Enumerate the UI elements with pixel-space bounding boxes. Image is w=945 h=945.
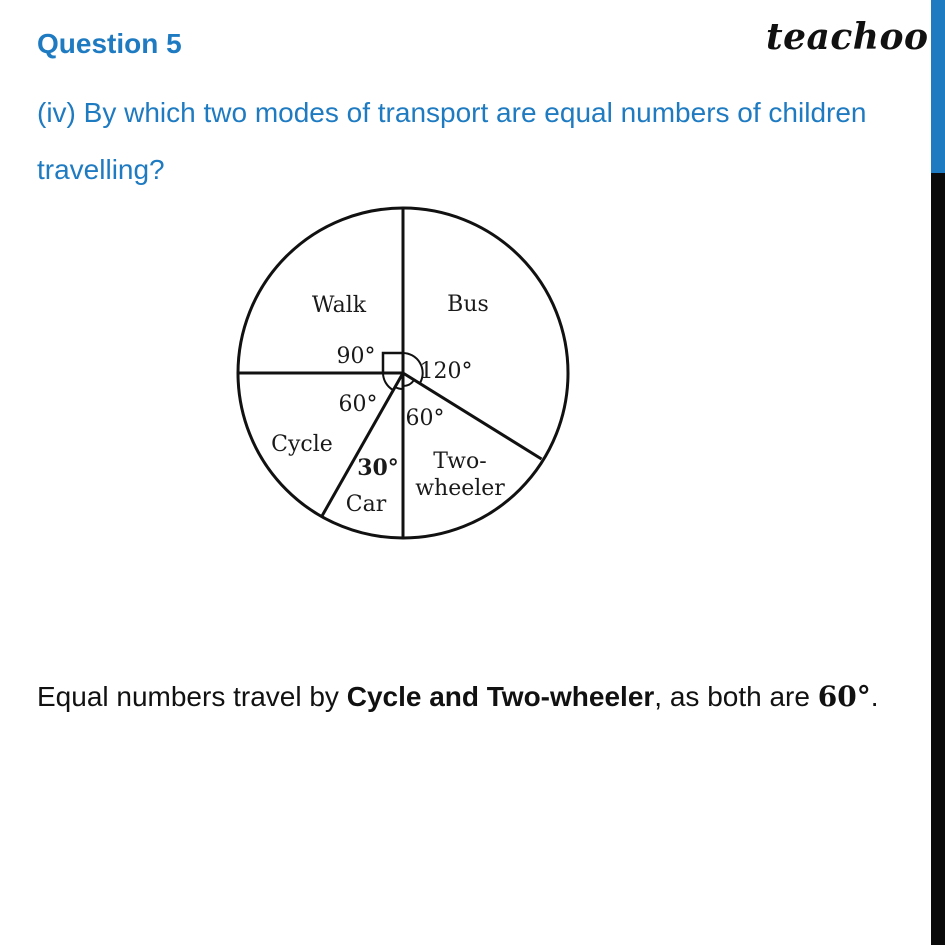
angle-label-two-wheeler: 60° [405,406,445,431]
angle-label-bus: 120° [419,359,473,384]
slice-label-cycle: Cycle [271,432,333,457]
angle-label-cycle: 60° [338,392,378,417]
slice-label-two-wheeler-line1: Two- [433,449,487,474]
answer-suffix: . [870,681,879,712]
answer-highlight: Cycle and Two-wheeler [346,681,655,712]
question-text: (iv) By which two modes of transport are equal numbers of children travelling? [37,97,867,185]
angle-arc-two-wheeler [403,380,414,386]
right-angle-marker [383,353,403,373]
answer-degree: ° [856,680,871,713]
angle-label-walk: 90° [336,344,376,369]
angle-arc-cycle [383,373,393,390]
angle-label-car: 30° [357,455,399,481]
answer-text [37,680,917,713]
teachoo-logo: teachoo [766,16,929,58]
slice-label-car: Car [345,492,387,517]
answer-prefix: Equal numbers travel by [37,681,347,712]
slice-label-walk: Walk [311,293,367,318]
answer-middle: , as both are [654,681,818,712]
slice-label-two-wheeler-line2: wheeler [415,476,505,501]
question-title: Question 5 [37,28,182,59]
slice-label-bus: Bus [447,292,489,317]
answer-value: 60 [817,680,857,713]
